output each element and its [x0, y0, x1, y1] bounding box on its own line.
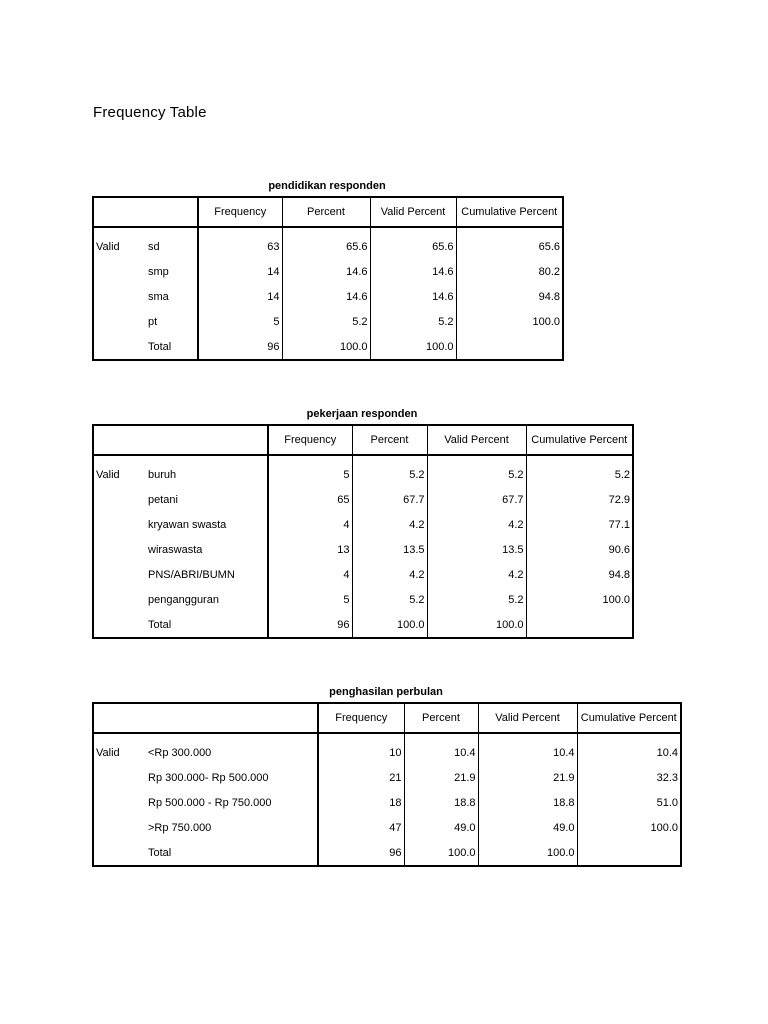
cell-frequency: 47: [318, 815, 404, 840]
row-label: petani: [148, 493, 178, 506]
cell-cumulative-percent: 100.0: [526, 587, 633, 612]
group-label: [93, 284, 145, 309]
cell-valid-percent: 21.9: [478, 765, 577, 790]
cell-valid-percent: 100.0: [478, 840, 577, 866]
table-title: pendidikan responden: [268, 180, 386, 192]
group-label: [93, 765, 145, 790]
header-stub: [93, 197, 198, 227]
row-label: kryawan swasta: [148, 518, 227, 531]
table-row: [93, 815, 681, 840]
cell-cumulative-percent: 65.6: [456, 227, 563, 259]
row-label: PNS/ABRI/BUMN: [148, 568, 235, 581]
cell-valid-percent: 5.2: [427, 587, 526, 612]
frequency-table: [92, 196, 564, 361]
row-label: Total: [148, 340, 172, 353]
cell-frequency: 14: [198, 259, 282, 284]
group-label: Valid: [96, 468, 120, 481]
group-label: [93, 334, 145, 360]
cell-frequency: 21: [318, 765, 404, 790]
cell-frequency: 5: [268, 455, 352, 487]
row-label: buruh: [148, 468, 177, 481]
cell-percent: 21.9: [404, 765, 478, 790]
cell-percent: 100.0: [282, 334, 370, 360]
group-label: [93, 840, 145, 866]
cell-cumulative-percent: 32.3: [577, 765, 681, 790]
table-row-total: [93, 334, 563, 360]
table-row: [93, 227, 563, 259]
cell-cumulative-percent: 100.0: [456, 309, 563, 334]
cell-valid-percent: 49.0: [478, 815, 577, 840]
cell-valid-percent: 10.4: [478, 733, 577, 765]
cell-cumulative-percent: 100.0: [577, 815, 681, 840]
cell-percent: 18.8: [404, 790, 478, 815]
cell-cumulative-percent: 94.8: [526, 562, 633, 587]
cell-percent: 5.2: [282, 309, 370, 334]
group-label: [93, 815, 145, 840]
cell-valid-percent: 13.5: [427, 537, 526, 562]
cell-cumulative-percent: 5.2: [526, 455, 633, 487]
header-stub: [93, 425, 268, 455]
row-label: sma: [148, 290, 169, 303]
cell-frequency: 5: [198, 309, 282, 334]
frequency-table: [92, 424, 634, 639]
table-row: [93, 455, 633, 487]
cell-percent: 4.2: [352, 512, 427, 537]
cell-valid-percent: 4.2: [427, 512, 526, 537]
cell-percent: 4.2: [352, 562, 427, 587]
cell-valid-percent: 5.2: [370, 309, 456, 334]
header-valid-percent: Valid Percent: [427, 425, 526, 455]
cell-cumulative-percent: 94.8: [456, 284, 563, 309]
cell-percent: 14.6: [282, 284, 370, 309]
table-row-total: [93, 612, 633, 638]
row-label: <Rp 300.000: [148, 746, 212, 759]
table-row: [93, 562, 633, 587]
table-title: penghasilan perbulan: [329, 686, 443, 698]
row-label: smp: [148, 265, 169, 278]
cell-cumulative-percent: 77.1: [526, 512, 633, 537]
group-label: Valid: [96, 240, 120, 253]
cell-cumulative-percent: 90.6: [526, 537, 633, 562]
group-label: [93, 587, 145, 612]
group-label: [93, 612, 145, 638]
header-cumulative-percent: Cumulative Percent: [456, 197, 563, 227]
table-row-total: [93, 840, 681, 866]
table-row: [93, 487, 633, 512]
header-percent: Percent: [352, 425, 427, 455]
cell-frequency: 5: [268, 587, 352, 612]
cell-percent: 14.6: [282, 259, 370, 284]
cell-frequency: 18: [318, 790, 404, 815]
cell-percent: 49.0: [404, 815, 478, 840]
header-percent: Percent: [282, 197, 370, 227]
row-label: >Rp 750.000: [148, 821, 212, 834]
cell-frequency: 13: [268, 537, 352, 562]
cell-cumulative-percent: [456, 334, 563, 360]
group-label: [93, 259, 145, 284]
group-label: [93, 537, 145, 562]
header-frequency: Frequency: [318, 703, 404, 733]
row-label: sd: [148, 240, 160, 253]
cell-percent: 13.5: [352, 537, 427, 562]
header-cumulative-percent: Cumulative Percent: [526, 425, 633, 455]
header-row: [93, 703, 681, 733]
group-label: [93, 790, 145, 815]
group-label: [93, 487, 145, 512]
group-label: Valid: [96, 746, 120, 759]
cell-percent: 5.2: [352, 587, 427, 612]
cell-valid-percent: 65.6: [370, 227, 456, 259]
cell-frequency: 4: [268, 562, 352, 587]
cell-cumulative-percent: [526, 612, 633, 638]
cell-valid-percent: 100.0: [370, 334, 456, 360]
cell-cumulative-percent: 80.2: [456, 259, 563, 284]
header-row: [93, 197, 563, 227]
cell-frequency: 10: [318, 733, 404, 765]
table-row: [93, 512, 633, 537]
table-row: [93, 284, 563, 309]
table-row: [93, 733, 681, 765]
header-valid-percent: Valid Percent: [478, 703, 577, 733]
cell-cumulative-percent: 10.4: [577, 733, 681, 765]
cell-percent: 5.2: [352, 455, 427, 487]
row-label: pengangguran: [148, 593, 219, 606]
frequency-table: [92, 702, 682, 867]
table-row: [93, 790, 681, 815]
table-title: pekerjaan responden: [306, 408, 418, 420]
cell-frequency: 14: [198, 284, 282, 309]
row-label: Rp 500.000 - Rp 750.000: [148, 796, 272, 809]
cell-valid-percent: 18.8: [478, 790, 577, 815]
row-label: pt: [148, 315, 158, 328]
group-label: [93, 562, 145, 587]
cell-percent: 100.0: [404, 840, 478, 866]
cell-valid-percent: 14.6: [370, 284, 456, 309]
row-label: Rp 300.000- Rp 500.000: [148, 771, 269, 784]
header-cumulative-percent: Cumulative Percent: [577, 703, 681, 733]
row-label: Total: [148, 846, 172, 859]
cell-percent: 10.4: [404, 733, 478, 765]
cell-frequency: 96: [268, 612, 352, 638]
header-valid-percent: Valid Percent: [370, 197, 456, 227]
cell-valid-percent: 4.2: [427, 562, 526, 587]
header-stub: [93, 703, 318, 733]
row-label: Total: [148, 618, 172, 631]
table-row: [93, 309, 563, 334]
cell-frequency: 65: [268, 487, 352, 512]
cell-percent: 65.6: [282, 227, 370, 259]
table-row: [93, 587, 633, 612]
cell-frequency: 63: [198, 227, 282, 259]
header-frequency: Frequency: [198, 197, 282, 227]
page-heading: Frequency Table: [93, 104, 207, 121]
header-percent: Percent: [404, 703, 478, 733]
cell-valid-percent: 5.2: [427, 455, 526, 487]
header-frequency: Frequency: [268, 425, 352, 455]
table-row: [93, 537, 633, 562]
cell-percent: 67.7: [352, 487, 427, 512]
cell-frequency: 4: [268, 512, 352, 537]
cell-valid-percent: 14.6: [370, 259, 456, 284]
cell-frequency: 96: [318, 840, 404, 866]
group-label: [93, 309, 145, 334]
table-row: [93, 765, 681, 790]
cell-cumulative-percent: 72.9: [526, 487, 633, 512]
cell-frequency: 96: [198, 334, 282, 360]
cell-cumulative-percent: [577, 840, 681, 866]
cell-percent: 100.0: [352, 612, 427, 638]
cell-cumulative-percent: 51.0: [577, 790, 681, 815]
table-row: [93, 259, 563, 284]
cell-valid-percent: 100.0: [427, 612, 526, 638]
header-row: [93, 425, 633, 455]
cell-valid-percent: 67.7: [427, 487, 526, 512]
group-label: [93, 512, 145, 537]
row-label: wiraswasta: [148, 543, 203, 556]
